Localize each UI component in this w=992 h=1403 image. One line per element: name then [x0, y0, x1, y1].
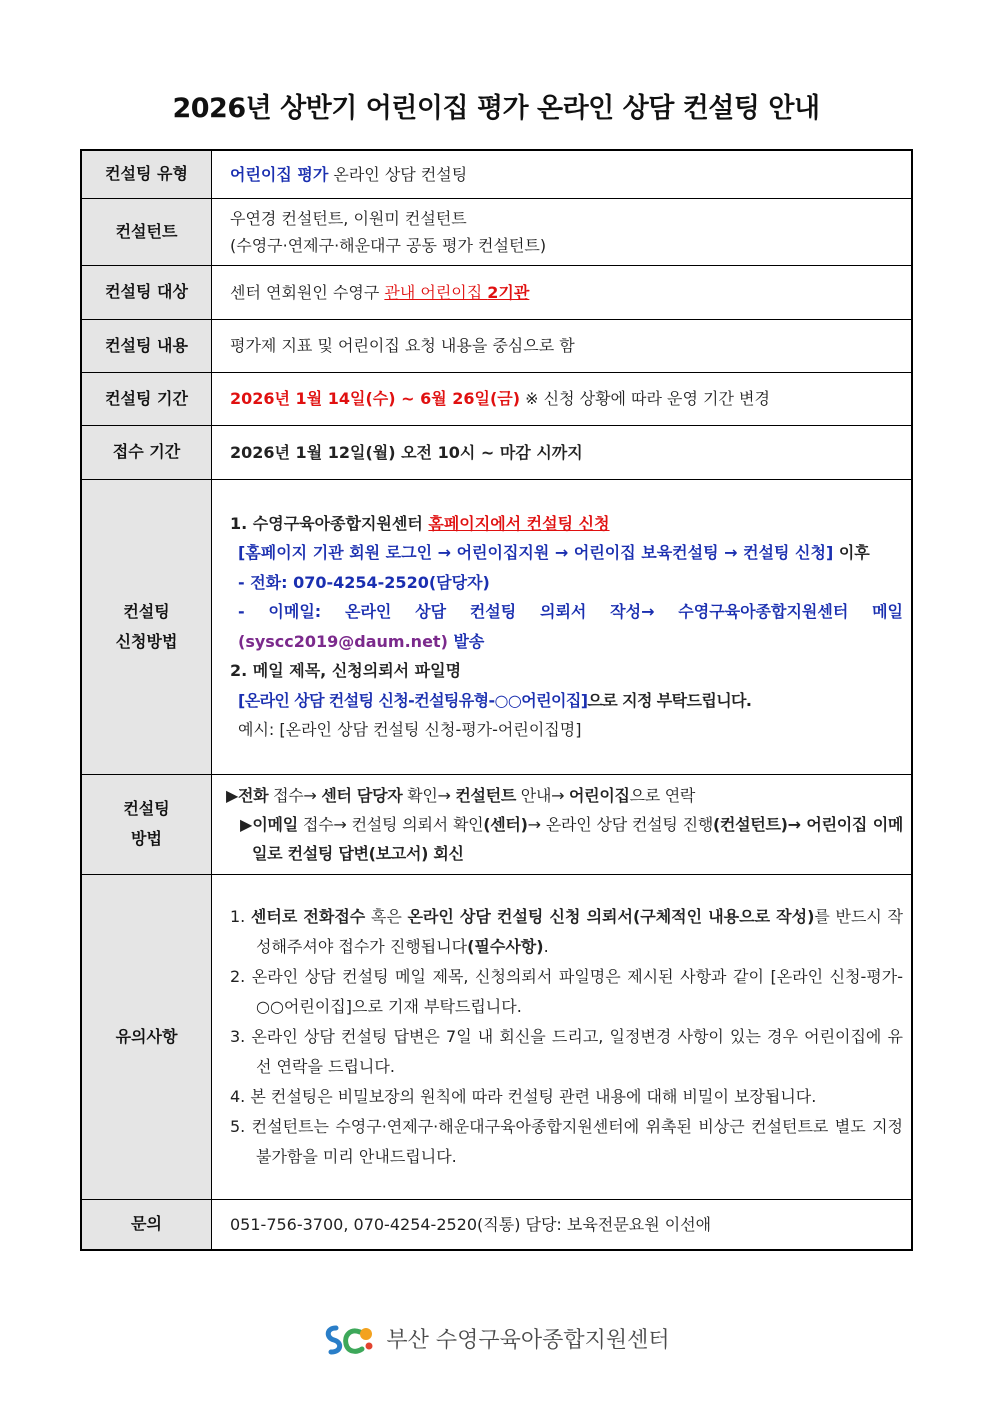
method-phone-4: 컨설턴트	[455, 785, 517, 805]
row-contact	[81, 1199, 912, 1250]
apply-step1	[230, 509, 903, 539]
note-1-b1: 센터로 전화접수	[250, 906, 366, 926]
note-1-t2: 를 반드시 작성해주셔야 접수가 진행됩니다	[256, 906, 903, 956]
row-method-label	[81, 774, 212, 874]
scc-logo-icon	[322, 1322, 380, 1360]
row-target	[81, 265, 912, 319]
method-email-2: (센터)	[483, 814, 528, 834]
row-reception	[81, 425, 912, 479]
consultant-role: (수영구·연제구·해운대구 공동 평가 컨설턴트)	[230, 235, 547, 255]
row-target-value	[212, 265, 913, 319]
row-type-value	[212, 150, 913, 198]
row-apply	[81, 479, 912, 774]
method-phone-3: 확인→	[402, 785, 456, 805]
apply-step1-prefix: 1. 수영구육아종합지원센터	[230, 513, 429, 533]
row-method-value	[212, 774, 913, 874]
apply-example: 예시: [온라인 상담 컨설팅 신청-평가-어린이집명]	[238, 720, 582, 739]
target-prefix: 센터 연회원인 수영구	[230, 282, 385, 302]
row-apply-label	[81, 479, 212, 774]
apply-path	[230, 538, 903, 568]
apply-path-after: 이후	[833, 543, 870, 562]
row-notes	[81, 874, 912, 1199]
type-rest: 온라인 상담 컨설팅	[328, 164, 468, 184]
method-email-0: ▶이메일	[240, 814, 298, 834]
apply-email-address[interactable]: (syscc2019@daum.net)	[238, 631, 448, 651]
method-label-1: 컨설팅	[123, 799, 170, 818]
row-target-label: 컨설팅 대상	[81, 265, 212, 319]
row-consultant-value	[212, 198, 913, 265]
row-method	[81, 774, 912, 874]
footer-org-name: 부산 수영구육아종합지원센터	[386, 1328, 670, 1353]
note-item-4: 4. 본 컨설팅은 비밀보장의 원칙에 따라 컨설팅 관련 내용에 대해 비밀이 보장됩니다.	[230, 1086, 817, 1106]
method-email-3: → 온라인 상담 컨설팅 진행	[527, 814, 713, 834]
consultant-names: 우연경 컨설턴트, 이원미 컨설턴트	[230, 208, 467, 228]
method-phone	[226, 781, 903, 810]
footer	[0, 1322, 992, 1360]
row-reception-value: 2026년 1월 12일(월) 오전 10시 ~ 마감 시까지	[212, 425, 913, 479]
row-contact-value: 051-756-3700, 070-4254-2520(직통) 담당: 보육전문요원 이선애	[212, 1199, 913, 1250]
method-phone-6: 어린이집	[569, 785, 630, 805]
row-consultant-label: 컨설턴트	[81, 198, 212, 265]
apply-format-after: 으로 지정 부탁드립니다.	[587, 690, 752, 710]
apply-email	[230, 597, 903, 656]
method-phone-7: 으로 연락	[629, 785, 696, 805]
period-dates: 2026년 1월 14일(수) ~ 6월 26일(금)	[230, 389, 521, 408]
row-type	[81, 150, 912, 198]
apply-label-1: 컨설팅	[123, 601, 170, 621]
note-item-1	[230, 902, 903, 962]
info-table	[80, 149, 913, 1251]
apply-email-text: - 이메일: 온라인 상담 컨설팅 의뢰서 작성→ 수영구육아종합지원센터 메일	[238, 602, 903, 621]
note-1-b2: 온라인 상담 컨설팅 신청 의뢰서(구체적인 내용으로 작성)	[407, 906, 815, 926]
row-period-label: 컨설팅 기간	[81, 372, 212, 425]
method-phone-1: 접수→	[268, 785, 322, 805]
note-item-3: 3. 온라인 상담 컨설팅 답변은 7일 내 회신을 드리고, 일정변경 사항이 있는 경우 어린이집에 유선 연락을 드립니다.	[230, 1026, 903, 1076]
apply-phone: - 전화: 070-4254-2520(담당자)	[238, 572, 490, 592]
note-item-5: 5. 컨설턴트는 수영구·연제구·해운대구육아종합지원센터에 위촉된 비상근 컨설턴트로 별도 지정 불가함을 미리 안내드립니다.	[230, 1116, 903, 1166]
row-apply-value	[212, 479, 913, 774]
row-content-label: 컨설팅 내용	[81, 319, 212, 372]
apply-label-2: 신청방법	[115, 631, 178, 651]
row-reception-label: 접수 기간	[81, 425, 212, 479]
target-highlight: 관내 어린이집	[384, 282, 488, 302]
apply-path-text: [홈페이지 기관 회원 로그인 → 어린이집지원 → 어린이집 보육컨설팅 → 컨설팅 신청]	[238, 543, 834, 562]
row-contact-label: 문의	[81, 1199, 212, 1250]
row-content-value: 평가제 지표 및 어린이집 요청 내용을 중심으로 함	[212, 319, 913, 372]
target-count: 2기관	[487, 282, 530, 302]
note-1-num: 1.	[230, 906, 251, 926]
note-item-2: 2. 온라인 상담 컨설팅 메일 제목, 신청의뢰서 파일명은 제시된 사항과 같이 [온라인 신청-평가-○○어린이집]으로 기재 부탁드립니다.	[230, 966, 903, 1016]
note-1-t1: 혹은	[365, 906, 408, 926]
method-email-1: 접수→ 컨설팅 의뢰서 확인	[297, 814, 484, 834]
page-title: 2026년 상반기 어린이집 평가 온라인 상담 컨설팅 안내	[172, 93, 820, 124]
note-1-t3: .	[543, 936, 549, 956]
method-email	[226, 810, 903, 868]
note-1-b3: (필수사항)	[467, 936, 544, 956]
row-period-value	[212, 372, 913, 425]
method-phone-5: 안내→	[516, 785, 570, 805]
row-content	[81, 319, 912, 372]
period-note: ※ 신청 상황에 따라 운영 기간 변경	[520, 389, 770, 408]
notes-list	[230, 902, 903, 1172]
method-email-4: (컨설턴트)→ 어린이집 이메일로 컨설팅 답변(보고서) 회신	[252, 814, 904, 863]
row-consultant	[81, 198, 912, 265]
row-type-label: 컨설팅 유형	[81, 150, 212, 198]
method-phone-2: 센터 담당자	[321, 785, 403, 805]
row-period	[81, 372, 912, 425]
apply-format	[230, 686, 903, 716]
apply-format-text: [온라인 상담 컨설팅 신청-컨설팅유형-○○어린이집]	[238, 690, 588, 710]
type-highlight: 어린이집 평가	[230, 164, 329, 184]
apply-step2: 2. 메일 제목, 신청의뢰서 파일명	[230, 661, 462, 680]
apply-homepage-link[interactable]: 홈페이지에서 컨설팅 신청	[428, 513, 610, 533]
method-phone-0: ▶전화	[226, 785, 269, 805]
row-notes-label: 유의사항	[81, 874, 212, 1199]
apply-email-after: 발송	[447, 631, 485, 651]
row-notes-value	[212, 874, 913, 1199]
method-label-2: 방법	[131, 829, 162, 848]
